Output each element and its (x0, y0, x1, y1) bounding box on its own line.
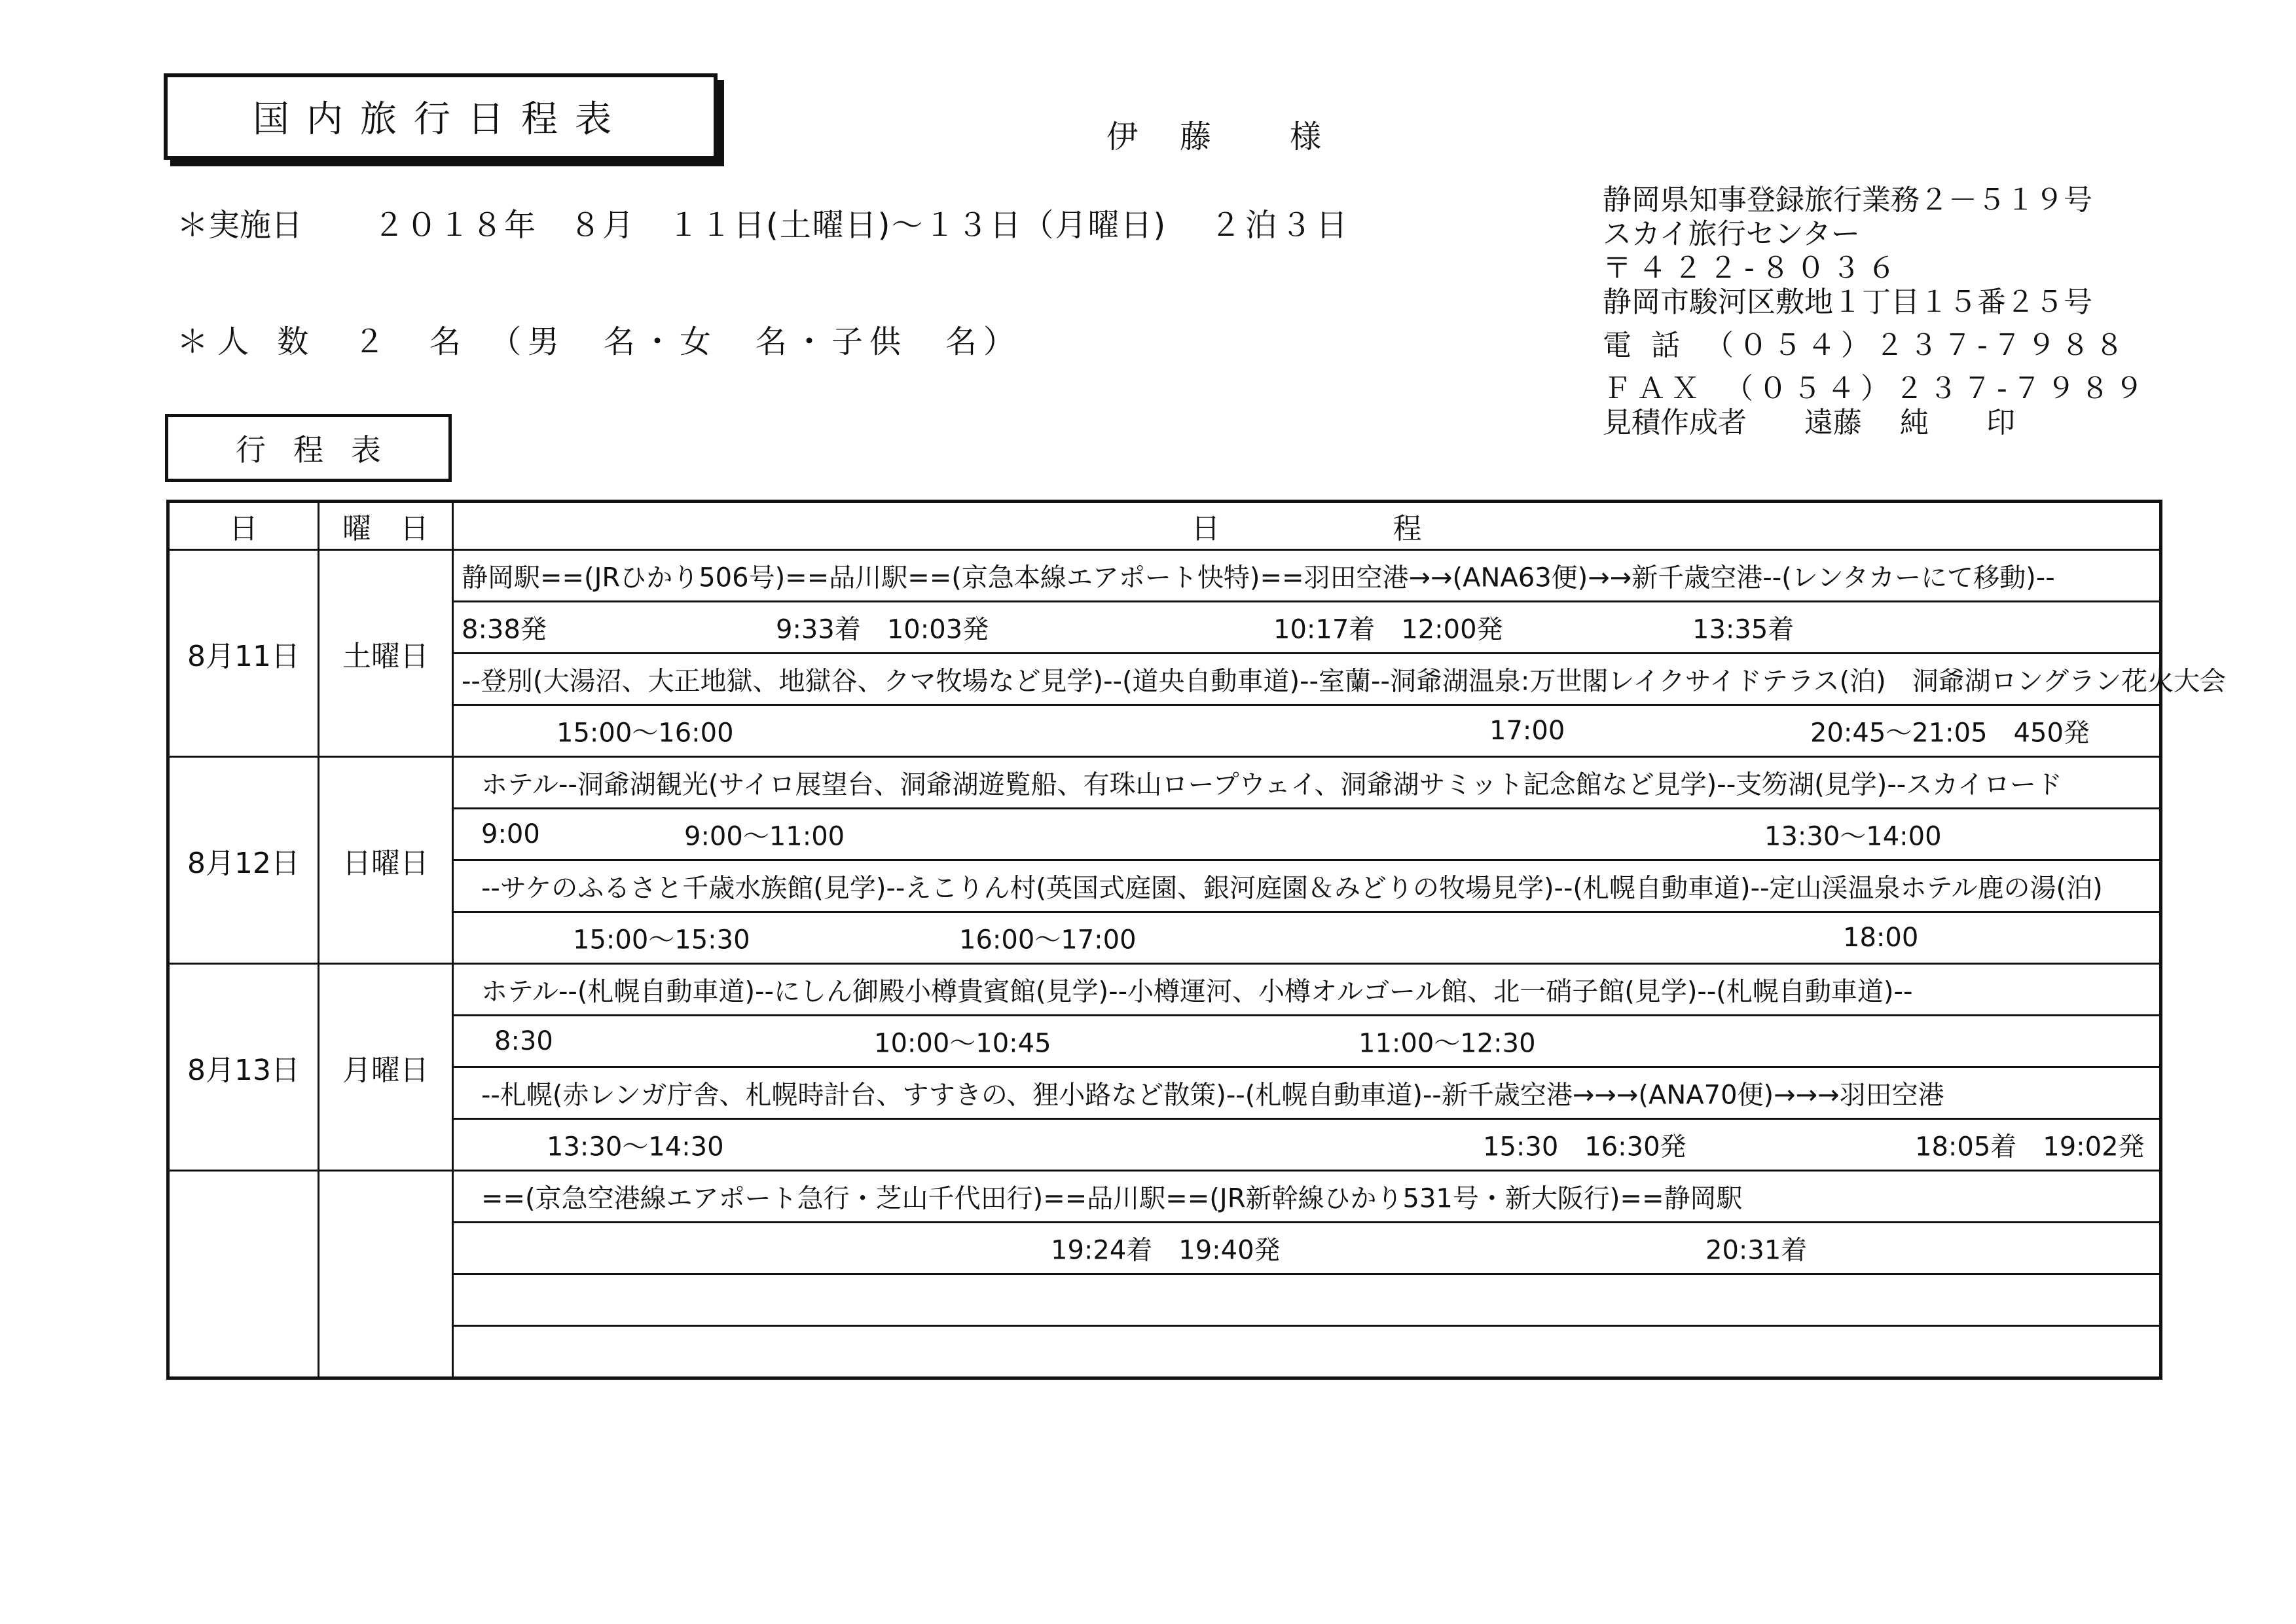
route-text: 静岡駅==(JRひかり506号)==品川駅==(京急本線エアポート快特)==羽田空港→→(ANA63便)→→新千歳空港--(レンタカーにて移動)-- (462, 563, 2055, 593)
header-weekday: 曜 日 (319, 502, 453, 550)
time-text: 18:00 (1843, 923, 1919, 953)
table-row (168, 860, 2161, 912)
agency-phone: 電 話 （０５４）２３７-７９８８ (1603, 329, 2129, 362)
time-line (453, 1326, 2161, 1378)
route-line (453, 757, 2161, 809)
time-line (453, 1223, 2161, 1274)
route-line (453, 964, 2161, 1016)
time-text: 9:00 (481, 819, 540, 849)
agency-postal: 〒４２２-８０３６ (1603, 251, 1903, 285)
table-row (168, 809, 2161, 860)
day-weekday: 月曜日 (319, 964, 453, 1171)
time-line (453, 1119, 2161, 1171)
table-row (168, 1326, 2161, 1378)
time-text: 10:17着 12:00発 (1273, 614, 1503, 645)
time-text: 20:45～21:05 450発 (1810, 718, 2090, 748)
route-line (453, 550, 2161, 602)
time-line (453, 912, 2161, 964)
time-text: 13:35着 (1692, 614, 1795, 645)
time-text: 19:24着 19:40発 (1051, 1235, 1281, 1266)
nights-value: ２泊３日 (1210, 207, 1352, 244)
time-text: 9:00～11:00 (684, 821, 845, 852)
agency-estimator: 見積作成者 遠藤 純 印 (1603, 406, 2015, 439)
table-row (168, 550, 2161, 602)
table-row (168, 1171, 2161, 1223)
table-row (168, 1274, 2161, 1326)
table-row (168, 1016, 2161, 1067)
table-header-row (168, 502, 2161, 550)
time-text: 13:30～14:30 (547, 1132, 724, 1162)
agency-info (1603, 183, 2149, 440)
time-text: 16:00～17:00 (959, 925, 1137, 955)
time-text: 9:33着 10:03発 (776, 614, 989, 645)
itinerary-label-box (165, 414, 452, 482)
itinerary-label: 行程表 (236, 432, 409, 468)
time-text: 11:00～12:30 (1358, 1028, 1536, 1059)
agency-registration: 静岡県知事登録旅行業務２－５１９号 (1603, 183, 2092, 217)
day-date: 8月12日 (168, 757, 319, 964)
people-value: ２ 名 （男 名・女 名・子供 名） (354, 323, 1022, 360)
table-row (168, 1223, 2161, 1274)
route-text: --サケのふるさと千歳水族館(見学)--えこりん村(英国式庭園、銀河庭園＆みどりの牧場見学)--(札幌自動車道)--定山渓温泉ホテル鹿の湯(泊) (481, 873, 2103, 904)
document-title: 国内旅行日程表 (253, 98, 629, 141)
time-text: 8:30 (494, 1026, 553, 1056)
route-text: ホテル--洞爺湖観光(サイロ展望台、洞爺湖遊覧船、有珠山ロープウェイ、洞爺湖サミット記念館など見学)--支笏湖(見学)--スカイロード (481, 769, 2063, 800)
agency-fax: ＦＡＸ （０５４）２３７-７９８９ (1603, 372, 2149, 405)
header-schedule: 日 程 (453, 502, 2161, 550)
header-date: 日 (168, 502, 319, 550)
route-line (453, 1171, 2161, 1223)
time-text: 15:30 16:30発 (1483, 1132, 1686, 1162)
route-line (453, 654, 2226, 705)
time-line (453, 809, 2161, 860)
date-label: ＊実施日 (177, 207, 303, 244)
agency-address: 静岡市駿河区敷地１丁目１５番２５号 (1603, 286, 2092, 319)
itinerary-table (166, 500, 2226, 1380)
date-value: ２０１８年 ８月 １１日(土曜日)～１３日（月曜日) (373, 207, 1167, 244)
time-text: 17:00 (1489, 716, 1565, 746)
table-row (168, 1067, 2161, 1119)
day-date: 8月11日 (168, 550, 319, 757)
day-weekday (319, 1171, 453, 1378)
route-text: --札幌(赤レンガ庁舎、札幌時計台、すすきの、狸小路など散策)--(札幌自動車道)--新千歳空港→→→(ANA70便)→→→羽田空港 (481, 1080, 1944, 1111)
table-row (168, 757, 2161, 809)
time-line (453, 602, 2161, 654)
table-row (168, 912, 2161, 964)
table-row (168, 654, 2161, 705)
day-date (168, 1171, 319, 1378)
document-title-box (164, 73, 718, 160)
time-text: 18:05着 19:02発 (1915, 1132, 2145, 1162)
day-weekday: 土曜日 (319, 550, 453, 757)
table-row (168, 964, 2161, 1016)
table-row (168, 705, 2161, 757)
route-text: ==(京急空港線エアポート急行・芝山千代田行)==品川駅==(JR新幹線ひかり531号・新大阪行)==静岡駅 (481, 1183, 1743, 1214)
table-row (168, 602, 2161, 654)
time-text: 15:00～15:30 (573, 925, 750, 955)
time-text: 20:31着 (1705, 1235, 1808, 1266)
time-line (453, 705, 2161, 757)
time-text: 10:00～10:45 (874, 1028, 1051, 1059)
route-line (453, 1067, 2161, 1119)
day-weekday: 日曜日 (319, 757, 453, 964)
route-text: ホテル--(札幌自動車道)--にしん御殿小樽貴賓館(見学)--小樽運河、小樽オルゴール館、北一硝子館(見学)--(札幌自動車道)-- (481, 976, 1913, 1007)
time-line (453, 1016, 2161, 1067)
people-label: ＊人 数 (177, 323, 318, 360)
time-text: 8:38発 (462, 614, 547, 645)
time-text: 13:30～14:00 (1764, 821, 1942, 852)
time-text: 15:00～16:00 (556, 718, 734, 748)
route-text: --登別(大湯沼、大正地獄、地獄谷、クマ牧場など見学)--(道央自動車道)--室蘭--洞爺湖温泉:万世閣レイクサイドテラス(泊) 洞爺湖ロングラン花火大会 (462, 666, 2226, 697)
day-date: 8月13日 (168, 964, 319, 1171)
table-row (168, 1119, 2161, 1171)
customer-name: 伊 藤 様 (1106, 119, 1327, 155)
agency-name: スカイ旅行センター (1603, 217, 1860, 251)
route-line (453, 1274, 2161, 1326)
route-line (453, 860, 2161, 912)
itinerary-body (168, 550, 2226, 1378)
